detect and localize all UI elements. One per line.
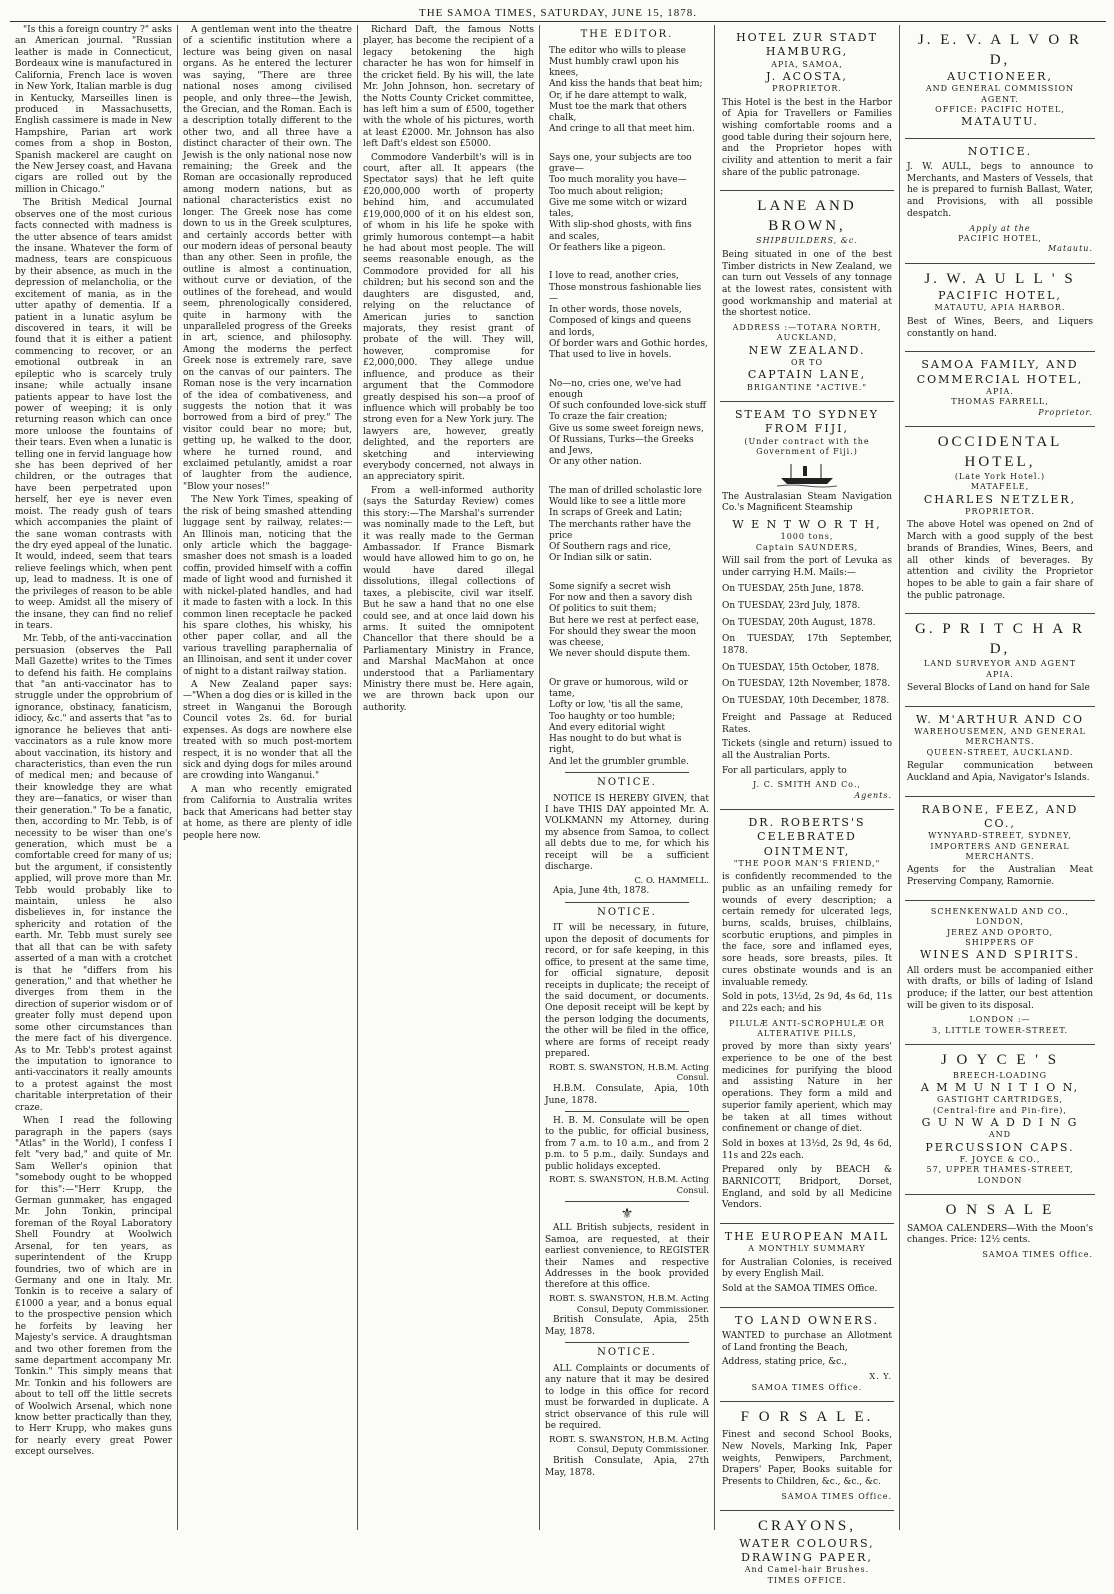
- ad-role: PROPRIETOR.: [772, 84, 842, 94]
- notice-body: ALL British subjects, resident in Samoa, are requested, at their earliest convenience, to REGISTER their Names and respective Addresses in the book provided therefore at this office.: [545, 1223, 709, 1291]
- ad-sub: (Late York Hotel.): [954, 472, 1046, 481]
- ad-body: WANTED to purchase an Allotment of Land fronting the Beach,: [722, 1331, 892, 1353]
- ad-body: J. W. AULL, begs to announce to Merchants, and Masters of Vessels, that he is prepared to furnish Ballast, Water, and Provisions, with all possible despatch.: [907, 162, 1093, 219]
- ad-name: G. P R I T C H A R D,: [914, 621, 1085, 657]
- ad-line: AND: [988, 1130, 1012, 1140]
- ad-body: SAMOA CALENDERS—With the Moon's changes. Price: 12½ cents.: [907, 1223, 1093, 1246]
- notice-signature: ROBT. S. SWANSTON, H.B.M. Acting Consul.: [549, 1062, 709, 1084]
- poem-line: Of Russians, Turks—the Greeks and Jews,: [549, 434, 694, 457]
- article-paragraph: Mr. Tebb, of the anti-vaccination persuasion (observes the Pall Mall Gazette) writes to the Times to defend his faith. He complains that "an anti-vaccinator has to struggle under the opprobrium of ignorance, obstinacy, fanaticism, idiocy, &c." and asserts that "as to ignorance he believes that anti-vaccinators as a rule know more about vaccination, its history and characteristics, than even the run of medical men; and because of their knowledge they are what they are—fanatics, or wiser than their generation." To be a fanatic, then, according to Mr. Tebb, is of necessity to be wiser than one's generation, which must be a comfortable creed for many of us; but the argument, if consistently applied, will prove more than Mr. Tebb would probably like to maintain, unless he also disbelieves in, for instance the sphericity and rotation of the earth. Mr. Tebb must surely see that all that can be with safety asserted of a man with a crotchet is that he "differs from his generation," and that whether he diverges from them in the direction of superior wisdom or of greater folly must depend upon some other circumstances than the mere fact of his divergence. As to Mr. Tebb's protest against the imputation to ignorance to anti-vaccinators it really amounts to a protest against the most charitable interpretation of their craze.: [15, 634, 172, 1113]
- ad-aulls-hotel: [905, 264, 1095, 353]
- poem-line: Give us some sweet foreign news,: [549, 423, 704, 434]
- poem-line: But here we rest at perfect ease,: [549, 615, 700, 626]
- ad-rabone: [905, 797, 1095, 901]
- ad-place: MATAFELE,: [970, 482, 1030, 492]
- ad-role: LAND SURVEYOR AND AGENT: [923, 659, 1077, 669]
- ad-body: Finest and second School Books, New Novels, Marking Ink, Paper weights, Penwipers, Parchment, Drapers' Paper, Books suitable for Presents to Children, &c., &c., &c.: [722, 1430, 892, 1488]
- ad-name: J O Y C E ' S: [940, 1052, 1060, 1069]
- ad-body: Agents for the Australian Meat Preserving Company, Ramornie.: [907, 865, 1093, 888]
- column-1: [10, 25, 178, 1530]
- ad-sail: Will sail from the port of Levuka as under carrying H.M. Mails:—: [722, 555, 892, 578]
- ad-office: TIMES OFFICE.: [767, 1575, 847, 1585]
- ad-brig: BRIGANTINE "ACTIVE.": [746, 382, 868, 392]
- ad-line: WAREHOUSEMEN, AND GENERAL: [914, 727, 1086, 737]
- poem-line: Of politics to suit them;: [549, 604, 657, 615]
- ad-body: All orders must be accompanied either with drafts, or bills of lading of Island produce; if the latter, our best attention will be given to its disposal.: [907, 965, 1093, 1011]
- poem-line: Of Southern rags and rice,: [549, 542, 671, 553]
- poem-line: Of border wars and Gothic hordes,: [549, 338, 708, 349]
- divider: [565, 772, 689, 773]
- ad-apply: Apply at the: [969, 223, 1031, 233]
- ad-on-sale: [905, 1195, 1095, 1268]
- ad-or: OR TO: [790, 358, 824, 368]
- ad-owner: J. ACOSTA,: [766, 69, 848, 83]
- ad-body: The above Hotel was opened on 2nd of March with a good supply of the best brands of Brandies, Wines, Beers, and all other kinds of beverages. By attention and civility the Proprietor hopes to be able to gain a fair share of the public patronage.: [907, 520, 1093, 601]
- poem-line: Or grave or humorous, wild or tame,: [549, 677, 689, 700]
- article-paragraph: From a well-informed authority (says the Saturday Review) comes this story:—The Marshal's surrender was nominally made to the Left, but it was really made to the German Ambassador. If France Bismark would have allowed him to go on, he would have dared illegal dissolutions, illegal collections of taxes, a plebiscite, civil war itself. But he saw a hand that no one else could see, and at once laid down his arms. It suited the omnipotent Chancellor that there should be a Parliamentary Ministry in France, and Marshal MacMahon at once understood that a Parliamentary Ministry there must be. Here again, we are thrown back upon our authority.: [363, 485, 534, 713]
- ad-address: 57, UPPER THAMES-STREET, LONDON: [926, 1165, 1074, 1185]
- ad-apply: For all particulars, apply to: [722, 765, 847, 776]
- ad-freight: Freight and Passage at Reduced Rates.: [722, 712, 892, 735]
- poem-line: Too much about religion;: [549, 186, 664, 197]
- masthead-title: THE SAMOA TIMES, SATURDAY, JUNE 15, 1878.: [419, 7, 697, 19]
- ad-place: Matautu.: [1047, 244, 1093, 254]
- ad-agent: J. C. SMITH AND Co.,: [753, 780, 861, 790]
- ad-address: ADDRESS :—TOTARA NORTH, AUCKLAND,: [732, 323, 882, 343]
- poem-line: Or Indian silk or satin.: [549, 553, 652, 564]
- ad-line: G U N W A D D I N G: [921, 1116, 1079, 1130]
- notice-title: NOTICE.: [597, 1347, 657, 1359]
- ad-line: WATER COLOURS,: [739, 1536, 875, 1550]
- notice-date: H.B.M. Consulate, Apia, 10th June, 1878.: [545, 1084, 709, 1106]
- ad-pills-price: Sold in boxes at 13½d, 2s 9d, 4s 6d, 11s and 22s each.: [722, 1138, 892, 1161]
- ad-city: JEREZ AND OPORTO,: [946, 927, 1054, 937]
- ad-hotel: PACIFIC HOTEL,: [958, 233, 1042, 243]
- royal-arms-icon: ⚜: [620, 1205, 634, 1222]
- poem-line: I love to read, another cries,: [549, 271, 679, 282]
- ad-sub: BREECH-LOADING: [953, 1070, 1047, 1080]
- article-paragraph: A gentleman went into the theatre of a scientific institution where a lecture was being given on nasal organs. As he entered the lecturer was saying, "There are three national noses among civilised people, and only three—the Jewish, the Grecian, and the Roman. Each is a description totally different to the other two, and all three have a distinct character of their own. The Jewish is the only national nose now remaining; the Greek and the Roman are occasionally reproduced among modern nations, but as national characteristics exist no longer. The Greek nose has come down to us in the Greek sculptures, and certainly accords better with our modern ideas of personal beauty than any other. Seen in profile, the outline is almost a continuation, without curve or deviation, of the outlines of the forehead, and would seem, phrenologically considered, quite in harmony with the unparalleled progress of the Greeks in art, science, and philosophy. Among the moderns the perfect Greek nose is extremely rare, save on the canvas of our painters. The Roman nose is the very incarnation of the idea of combativeness, and suggests the notion that it was borrowed from a bird of prey." The visitor could bear no more; but, getting up, he walked to the door, where he turned round, and exclaimed petulantly, amidst a roar of laughter from the audience, "Blow your noses!": [183, 25, 352, 492]
- ad-pills: PILULÆ ANTI-SCROPHULÆ OR ALTERATIVE PILLS,: [729, 1018, 885, 1038]
- notice-signature: ROBT. S. SWANSTON, H.B.M. Acting Consul.: [549, 1175, 709, 1196]
- ad-office: SAMOA TIMES Office.: [751, 1382, 863, 1392]
- ad-office: OFFICE: PACIFIC HOTEL,: [935, 105, 1065, 115]
- ad-name: W. M'ARTHUR AND CO: [916, 712, 1084, 726]
- notice-signature: ROBT. S. SWANSTON, H.B.M. Acting Consul, Deputy Commissioner.: [549, 1293, 709, 1315]
- poem-line: Or feathers like a pigeon.: [549, 242, 666, 253]
- ad-ointment: [720, 810, 894, 1224]
- poem-line: With slip-shod ghosts, with fins and scales,: [549, 220, 692, 242]
- poem-line: No—no, cries one, we've had enough: [549, 378, 682, 400]
- poem-line: And every editorial wight: [549, 722, 665, 733]
- ad-body: Best of Wines, Beers, and Liquers constantly on hand.: [907, 316, 1093, 339]
- article-paragraph: "Is this a foreign country ?" asks an American journal. "Russian leather is made in Connecticut, Bordeaux wine is manufactured in California, French lace is woven in New York, Italian marble is dug in Kentucky, Marseilles linen is produced in Massachusetts, English cassimere is made in New Hampshire, Parian art work comes from a shop in Boston, Spanish mackerel are caught on the New Jersey coast, and Havana cigars are rolled out by the million in Chicago.": [15, 25, 173, 195]
- ad-sub: A MONTHLY SUMMARY: [748, 1244, 866, 1254]
- poem-line: For now and then a savory dish: [549, 593, 693, 604]
- ad-land-owners: [720, 1308, 894, 1402]
- sail-dates-list: [722, 584, 892, 708]
- ad-sub: "THE POOR MAN'S FRIEND,": [733, 858, 881, 868]
- ad-owner: THOMAS FARRELL,: [951, 397, 1049, 407]
- masthead: [10, 6, 1106, 22]
- article-paragraph: Richard Daft, the famous Notts player, has become the recipient of a legacy betokening the high character he has won for himself in the cricket field. By his will, the late Mr. John Johnson, hon. secretary of the Notts County Cricket committee, has left him a sum of £500, together with the whole of his pictures, worth at least £2000. Mr. Johnson has also left Daft's eldest son £5000.: [363, 25, 534, 150]
- columns: [10, 25, 1106, 1585]
- notice-date: British Consulate, Apia, 25th May, 1878.: [545, 1315, 709, 1337]
- ad-owner: CHARLES NETZLER,: [923, 492, 1077, 506]
- divider: [565, 902, 689, 903]
- sail-date: On TUESDAY, 23rd July, 1878.: [722, 601, 861, 612]
- ad-title: HOTEL ZUR STADT HAMBURG,: [736, 31, 878, 59]
- ad-title: F O R S A L E.: [740, 1408, 874, 1425]
- column-6: [900, 25, 1100, 1530]
- ad-address: WYNYARD-STREET, SYDNEY,: [928, 831, 1072, 841]
- sail-date: On TUESDAY, 25th June, 1878.: [722, 584, 864, 595]
- ad-office: SAMOA TIMES Office.: [781, 1491, 892, 1501]
- ad-body: Being situated in one of the best Timber districts in New Zealand, we can turn out Vessels of any tonnage at the lowest rates, consistent with good workmanship and material at the shortest notice.: [722, 249, 892, 319]
- ad-title: CRAYONS,: [757, 1518, 857, 1535]
- poem-line: To craze the fair creation;: [549, 412, 668, 423]
- poem-line: In other words, those novels,: [549, 305, 682, 316]
- steamship-icon: [777, 462, 837, 488]
- ad-body: Regular communication between Auckland and Apia, Navigator's Islands.: [907, 761, 1093, 783]
- ad-line: DRAWING PAPER,: [741, 1551, 873, 1565]
- ad-name: SCHENKENWALD AND CO.,: [930, 906, 1070, 916]
- ad-hotel: PACIFIC HOTEL,: [938, 289, 1062, 303]
- ad-title: THE EUROPEAN MAIL: [724, 1230, 890, 1244]
- poem-line: [549, 361, 709, 372]
- ad-office: SAMOA TIMES Office.: [982, 1250, 1093, 1260]
- poem-line: Says one, your subjects are too grave—: [549, 152, 692, 175]
- ad-address: QUEEN-STREET, AUCKLAND.: [926, 747, 1074, 757]
- poem-line: [549, 254, 709, 265]
- ad-sold: Sold at the SAMOA TIMES Office.: [722, 1284, 878, 1295]
- poem-line: The merchants rather have the price: [549, 519, 691, 541]
- poem-line: Give me some witch or wizard tales,: [549, 197, 688, 220]
- ad-sub: (Under contract with the Government of Fiji.): [744, 436, 870, 457]
- ad-notice-aull: [905, 139, 1095, 264]
- column-4: [540, 25, 715, 1530]
- ad-city: LONDON :—: [969, 1015, 1031, 1025]
- poem-line: Lofty or low, 'tis all the same,: [549, 700, 684, 711]
- ad-prep: Prepared only by BEACH & BARNICOTT, Bridport, Dorset, England, and sold by all Medicine Vendors.: [722, 1165, 892, 1211]
- poem-line: Or, if he dare attempt to walk,: [549, 90, 687, 101]
- ad-wines: WINES AND SPIRITS.: [919, 948, 1081, 962]
- ad-captain: Captain SAUNDERS,: [755, 542, 859, 552]
- ad-pills-body: proved by more than sixty years' experience to be one of the best medicines for purifying the blood and assisting Nature in her operations. They form a mild and superior family aperient, which may be taken at all times without confinement or change of diet.: [722, 1042, 892, 1135]
- poem-line: [549, 565, 709, 576]
- ad-hotel-hamburg: [720, 25, 894, 191]
- article-paragraph: The British Medical Journal observes one of the most curious facts connected with madness is the utter absence of tears amidst the insane. Whatever the form of madness, tears are conspicuous by their absence, as much in the depression of melancholia, or the excitement of mania, as in the utter apathy of dementia. If a patient in a lunatic asylum be discovered in tears, it will be found that it is either a patient commencing to recover, or an emotional outbreak in an epileptic who is scarcely truly insane; while actually insane patients appear to have lost the power of weeping; it is only returning reason which can once more unloose the fountains of their tears. Even when a lunatic is telling one in fervid language how she has been deprived of her children, or the outrages that have been perpetrated upon herself, her eye is never even moist. The ready gush of tears which accompanies the plaint of the sane woman contrasts with the dry eyed appeal of the lunatic. It would, indeed, seem that tears relieve feelings which, when pent up, lead to madness. It is one of the privileges of reason to be able to weep. Amidst all the misery of the insane, they can find no relief in tears.: [15, 198, 172, 631]
- ad-title: DR. ROBERTS'S CELEBRATED OINTMENT,: [748, 816, 866, 858]
- notice-signature: C. O. HAMMELL.: [634, 875, 709, 886]
- poem-line: Of such confounded love-sick stuff: [549, 401, 707, 412]
- ad-line: MERCHANTS.: [965, 737, 1035, 747]
- notice-date: British Consulate, Apia, 27th May, 1878.: [545, 1456, 709, 1478]
- ad-line: And Camel-hair Brushes.: [744, 1565, 870, 1575]
- ad-name: RABONE, FEEZ, AND CO.,: [921, 802, 1079, 830]
- poem-line: And cringe to all that meet him.: [549, 124, 695, 135]
- article-paragraph: A man who recently emigrated from California to Australia writes back that Americans had better stay at home, as there are plenty of idle people here now.: [183, 784, 352, 841]
- ad-steam-sydney: [720, 402, 894, 810]
- poem-line: [549, 661, 709, 672]
- column-2: [178, 25, 358, 1530]
- divider: [565, 1201, 689, 1202]
- ad-price: Sold in pots, 13½d, 2s 9d, 4s 6d, 11s and 22s each; and his: [722, 992, 892, 1014]
- article-paragraph: Commodore Vanderbilt's will is in court, after all. It appears (the Spectator says) that he left quite £20,000,000 worth of property behind him, and accumulated £19,000,000 of it on his eldest son, of whom in his life he spoke with grimly humorous contempt—a habit he had about most people. The will seems reasonable enough, as the Commodore provided for all his children; but his second son and the daughters are disgusted, and, relying on the reluctance of American juries to sanction majorats, they resist grant of probate of the will. They will, however, compromise for £2,000,000. They allege undue influence, and produce as their argument that the Commodore greatly despised his son—a proof of influence which will probably be too strong even for a New York jury. The lawyers are, however, greatly delighted, and the reporters are sketching and interviewing everybody concerned, not always in an appreciatory spirit.: [363, 152, 534, 483]
- ad-name: J. W. A U L L ' S: [924, 270, 1076, 287]
- poem-line: [549, 469, 709, 480]
- divider: [565, 1111, 689, 1112]
- ad-place: APIA.: [986, 386, 1014, 396]
- poem-title: THE EDITOR.: [580, 29, 674, 40]
- ad-agents: Agents.: [854, 790, 892, 800]
- ad-line: (Central-fire and Pin-fire),: [933, 1105, 1067, 1115]
- ad-title: NOTICE.: [967, 144, 1033, 158]
- notice-body: ALL Complaints or documents of any nature that it may be desired to lodge in this office for record must be forwarded in duplicate. A strict observance of this rule will be required.: [545, 1364, 709, 1432]
- poem-line: And kiss the hands that beat him;: [549, 79, 703, 90]
- sail-date: On TUESDAY, 20th August, 1878.: [722, 617, 876, 628]
- ad-title: LANE AND BROWN,: [757, 198, 857, 234]
- ad-for-sale: [720, 1402, 894, 1511]
- sail-date: On TUESDAY, 12th November, 1878.: [722, 679, 891, 690]
- notice-signature: ROBT. S. SWANSTON, H.B.M. Acting Consul, Deputy Commissioner.: [549, 1434, 709, 1456]
- ad-schenkenwald: [905, 901, 1095, 1045]
- ad-tonnage: 1000 tons,: [780, 532, 834, 542]
- notice-body: IT will be necessary, in future, upon the deposit of documents for record, or for safe keeping, in this office, to present at the same time, for official signature, deposit receipts in duplicate; the receipt of the said document, or documents. One deposit receipt will be kept by the person lodging the documents, the other will be filed in the office, where are forms of receipt ready prepared.: [545, 923, 709, 1060]
- ad-mcarthur: [905, 707, 1095, 797]
- ad-place: APIA.: [986, 669, 1014, 679]
- poem-line: Too much morality you have—: [549, 175, 687, 186]
- ad-city: LONDON,: [976, 917, 1024, 927]
- ad-role: Proprietor.: [1038, 407, 1093, 417]
- poem-line: The man of drilled scholastic lore: [549, 485, 702, 496]
- poem-line: Composed of kings and queens and lords,: [549, 316, 691, 338]
- ad-title: SAMOA FAMILY, AND COMMERCIAL HOTEL,: [916, 358, 1084, 386]
- ad-occidental-hotel: [905, 427, 1095, 614]
- ad-line: GASTIGHT CARTRIDGES,: [936, 1095, 1064, 1105]
- ad-country: NEW ZEALAND.: [748, 343, 866, 357]
- ad-role: AUCTIONEER,: [947, 70, 1053, 83]
- ad-body: for Australian Colonies, is received by every English Mail.: [722, 1257, 892, 1280]
- poem-line: The editor who wills to please: [549, 45, 686, 56]
- ad-title: OCCIDENTAL HOTEL,: [937, 434, 1063, 470]
- poem-line: Would like to see a little more: [549, 497, 686, 508]
- poem-line: Too haughty or too humble;: [549, 711, 676, 722]
- article-paragraph: When I read the following paragraph in the papers (says "Atlas" in the World), I confess I felt "very bad," and quite of Mr. Sam Weller's opinion that "somebody ought to be whopped for this":—"Herr Krupp, the German gunmaker, has engaged Mr. John Tonkin, principal foreman of the Royal Laboratory Shell Foundry at Woolwich Arsenal, for ten years, as superintendent of the Krupp foundries, two of which are in Germany and one in Italy. Mr. Tonkin is to receive a salary of £1000 a year, and a bonus equal to the prospective pension which he forfeits by leaving her Majesty's service. A draughtsman and two other foremen from the same department accompany Mr. Tonkin." This simply means that Mr. Tonkin and his followers are about to tell off the little secrets of Woolwich Arsenal, which none know better practically than they, to Herr Krupp, who makes guns for nearly every great Power except ourselves.: [15, 1116, 172, 1458]
- ad-tickets: Tickets (single and return) issued to all the Australian Ports.: [722, 739, 892, 761]
- sail-date: On TUESDAY, 15th October, 1878.: [722, 662, 880, 673]
- ad-company: F. JOYCE & CO.,: [959, 1155, 1041, 1165]
- ad-pritchard: [905, 614, 1095, 706]
- divider: [565, 1342, 689, 1343]
- article-paragraph: A New Zealand paper says:—"When a dog dies or is killed in the street in Wanganui the Borough Council votes 2s. 6d. for burial expenses. As dogs are nowhere else treated with so much post-mortem respect, it is no wonder that all the sick and dying dogs for miles around are crowding into Wanganui.": [183, 680, 352, 782]
- ad-title: TO LAND OWNERS.: [735, 1313, 879, 1327]
- ad-crayons: [720, 1511, 894, 1594]
- notice-title: NOTICE.: [597, 906, 657, 918]
- notice-date: Apia, June 4th, 1878.: [553, 886, 650, 897]
- ad-shippers: SHIPPERS OF: [965, 937, 1035, 947]
- poem-line: And let the grumbler grumble.: [549, 756, 689, 767]
- ad-ship-name: W E N T W O R T H,: [732, 517, 882, 531]
- sail-date: On TUESDAY, 17th September, 1878.: [722, 634, 892, 657]
- ad-joyce: [905, 1045, 1095, 1195]
- ad-european-mail: [720, 1224, 894, 1308]
- ad-address: Address, stating price, &c.,: [722, 1357, 847, 1368]
- ad-company: The Australasian Steam Navigation Co.'s Magnificent Steamship: [722, 491, 892, 514]
- ad-title: O N S A L E: [945, 1202, 1055, 1219]
- ad-place: MATAUTU, APIA HARBOR.: [934, 303, 1066, 313]
- ad-name: J. E. V. A L V O R D,: [917, 32, 1083, 68]
- poem-line: We never should dispute them.: [549, 649, 691, 660]
- ad-role: PROPRIETOR.: [965, 507, 1035, 517]
- sail-date: On TUESDAY, 10th December, 1878.: [722, 696, 890, 707]
- poem-line: Has nought to do but what is right,: [549, 734, 682, 756]
- ad-street: 3, LITTLE TOWER-STREET.: [931, 1025, 1069, 1035]
- notice-body: H. B. M. Consulate will be open to the public, for official business, from 7 a.m. to 10 a.m., and from 2 p.m. to 5 p.m., daily. Sundays and public holidays excepted.: [545, 1115, 709, 1172]
- poem-line: Some signify a secret wish: [549, 581, 671, 592]
- poem: [545, 46, 709, 768]
- ad-body: Several Blocks of Land on hand for Sale: [907, 683, 1090, 694]
- poem-line: For should they swear the moon was cheese,: [549, 626, 697, 649]
- article-paragraph: The New York Times, speaking of the risk of being smashed attending luggage sent by railway, relates:—An Illinois man, noticing that the only article which the baggage-smasher does not smash is a loaded coffin, provided himself with a coffin made of light wood and furnished it with nickel-plated handles, and had it made to fasten with a lock. In this common linen receptacle he packed his spare clothes, his whisky, his other paper collar, and all the various travelling paraphernalia of an Illinoisan, and sent it under cover of night to a distant railway station.: [183, 495, 352, 677]
- ad-body: is confidently recommended to the public as an unfailing remedy for wounds of every description; a certain remedy for ulcerated legs, burns, scalds, bruises, chilblains, scorbutic eruptions, and pimples in the face, sore and inflamed eyes, sore heads, sore breasts, piles. It cures obstinate wounds and is an invaluable remedy.: [722, 872, 892, 988]
- notice-title: NOTICE.: [597, 776, 657, 788]
- ad-place: MATAUTU.: [961, 115, 1039, 129]
- poem-line: In scraps of Greek and Latin;: [549, 508, 683, 519]
- ad-samoa-hotel: [905, 352, 1095, 427]
- poem-line: Those monstrous fashionable lies—: [549, 282, 702, 304]
- poem-line: Must humbly crawl upon his knees,: [549, 56, 679, 79]
- column-3: [358, 25, 540, 1530]
- ad-initials: X. Y.: [869, 1372, 892, 1382]
- ad-place: APIA, SAMOA,: [771, 59, 843, 69]
- ad-sub: SHIPBUILDERS, &c.: [756, 236, 858, 246]
- poem-line: That used to live in hovels.: [549, 350, 672, 361]
- poem-line: Or any other nation.: [549, 457, 642, 468]
- notice-body: NOTICE IS HEREBY GIVEN, that I have THIS DAY appointed Mr. A. VOLKMANN my Attorney, during my absence from Samoa, to collect all debts due to me, for which his receipt will be a sufficient discharge.: [545, 793, 709, 873]
- column-5: [715, 25, 900, 1585]
- ad-lane-brown: [720, 191, 894, 402]
- ad-captain: CAPTAIN LANE,: [747, 368, 867, 382]
- poem-line: Must toe the mark that others chalk,: [549, 101, 687, 124]
- ad-line: IMPORTERS AND GENERAL MERCHANTS.: [930, 841, 1070, 861]
- ad-line: PERCUSSION CAPS.: [925, 1140, 1075, 1154]
- ad-sub: AND GENERAL COMMISSION AGENT.: [925, 84, 1075, 104]
- ad-alvord: [905, 25, 1095, 139]
- ad-title: STEAM TO SYDNEY FROM FIJI,: [735, 408, 879, 436]
- ad-body: This Hotel is the best in the Harbor of Apia for Travellers or Families wishing comfortable rooms and a good table during their sojourn here, and the Proprietor hopes with civility and attention to merit a fair share of the public patronage.: [722, 97, 892, 178]
- poem-line: [549, 136, 709, 147]
- ad-line: A M M U N I T I O N,: [920, 1081, 1080, 1095]
